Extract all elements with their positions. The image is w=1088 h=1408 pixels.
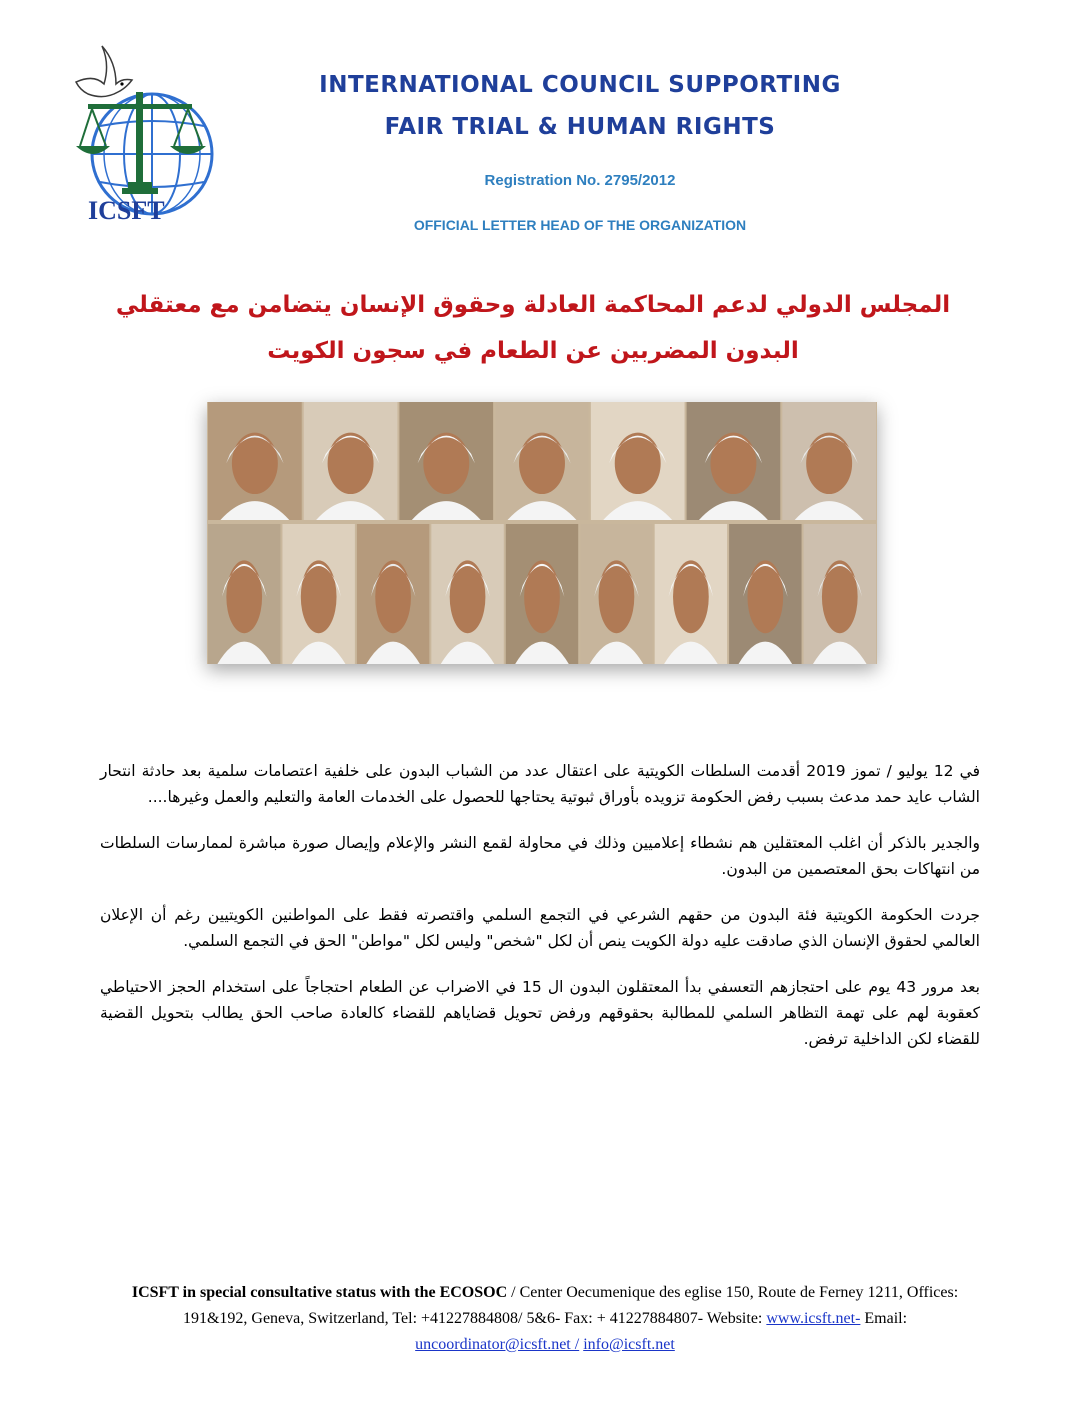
- portrait-tile: [804, 524, 876, 664]
- article-body: [100, 758, 980, 1072]
- scales-of-justice-icon: [76, 92, 206, 194]
- paragraph: في 12 يوليو / تموز 2019 أقدمت السلطات الكويتية على اعتقال عدد من الشباب البدون على خلفية اعتصامات سلمية بعد حادثة انتحار الشاب عايد حمد مدعث بسبب رفض الحكومة تزويده بأوراق ثبوتية يحتاجها للحصول على الخدمات العامة والتعليم والعمل وغيرها....: [100, 762, 980, 806]
- organization-name-line2: FAIR TRIAL & HUMAN RIGHTS: [384, 114, 776, 140]
- portrait-tile: [357, 524, 429, 664]
- portrait-tile: [580, 524, 652, 664]
- portrait-tile: [506, 524, 578, 664]
- email-label: Email:: [860, 1310, 908, 1327]
- portrait-tile: [208, 524, 280, 664]
- portrait-tile: [655, 524, 727, 664]
- portrait-tile: [495, 402, 589, 520]
- article-headline: [100, 282, 966, 374]
- website-link[interactable]: www.icsft.net-: [766, 1310, 861, 1327]
- dove-icon: [76, 46, 132, 97]
- official-letterhead-label: OFFICIAL LETTER HEAD OF THE ORGANIZATION: [413, 217, 747, 233]
- portrait-tile: [431, 524, 503, 664]
- letterhead-footer: [120, 1280, 970, 1358]
- portrait-tile: [304, 402, 398, 520]
- portrait-tile: [687, 402, 781, 520]
- portrait-tile: [399, 402, 493, 520]
- email-link-coordinator[interactable]: uncoordinator@icsft.net /: [415, 1336, 580, 1353]
- logo-text: ICSFT: [88, 196, 165, 225]
- paragraph: بعد مرور 43 يوم على احتجازهم التعسفي بدأ المعتقلون البدون ال 15 في الاضراب عن الطعام احتجاجاً على استخدام الحجز الاحتياطي كعقوبة لهم على تهمة التظاهر السلمي للمطالبة بحقوقهم ورفض تحويل قضاياهم للقضاء كالعادة صاحب الحق يطالب بتحويل القضية للقضاء لكن الداخلية ترفض.: [100, 978, 980, 1048]
- headline-line2: البدون المضربين عن الطعام في سجون الكويت: [267, 338, 799, 364]
- portrait-tile: [729, 524, 801, 664]
- organization-name-line1: INTERNATIONAL COUNCIL SUPPORTING: [319, 72, 841, 98]
- address-text: / Center Oecumenique des eglise 150, Route de Ferney 1211, Offices: 191&192, Geneva, Switzerland, Tel: +41227884808/ 5&6- Fax: + 41227884807- Website:: [182, 1284, 959, 1327]
- portrait-tile: [208, 402, 302, 520]
- consultative-status: ICSFT in special consultative status with the ECOSOC: [131, 1284, 508, 1301]
- email-link-info[interactable]: info@icsft.net: [583, 1336, 675, 1353]
- portrait-tile: [782, 402, 876, 520]
- registration-number: Registration No. 2795/2012: [484, 172, 676, 189]
- portrait-tile: [591, 402, 685, 520]
- detainees-photo-collage: [207, 402, 877, 664]
- headline-line1: المجلس الدولي لدعم المحاكمة العادلة وحقوق الإنسان يتضامن مع معتقلي: [115, 292, 951, 318]
- paragraph: والجدير بالذكر أن اغلب المعتقلين هم نشطاء إعلاميين وذلك في محاولة لقمع النشر والإعلام وإيصال صورة مباشرة لممارسات السلطات من انتهاكات بحق المعتصمين من البدون.: [100, 834, 980, 878]
- portrait-tile: [282, 524, 354, 664]
- paragraph: جردت الحكومة الكويتية فئة البدون من حقهم الشرعي في التجمع السلمي واقتصرته فقط على المواطنين الكويتيين رغم أن الإعلان العالمي لحقوق الإنسان الذي صادقت عليه دولة الكويت ينص أن لكل "شخص" وليس لكل "مواطن" الحق في التجمع السلمي.: [100, 906, 980, 950]
